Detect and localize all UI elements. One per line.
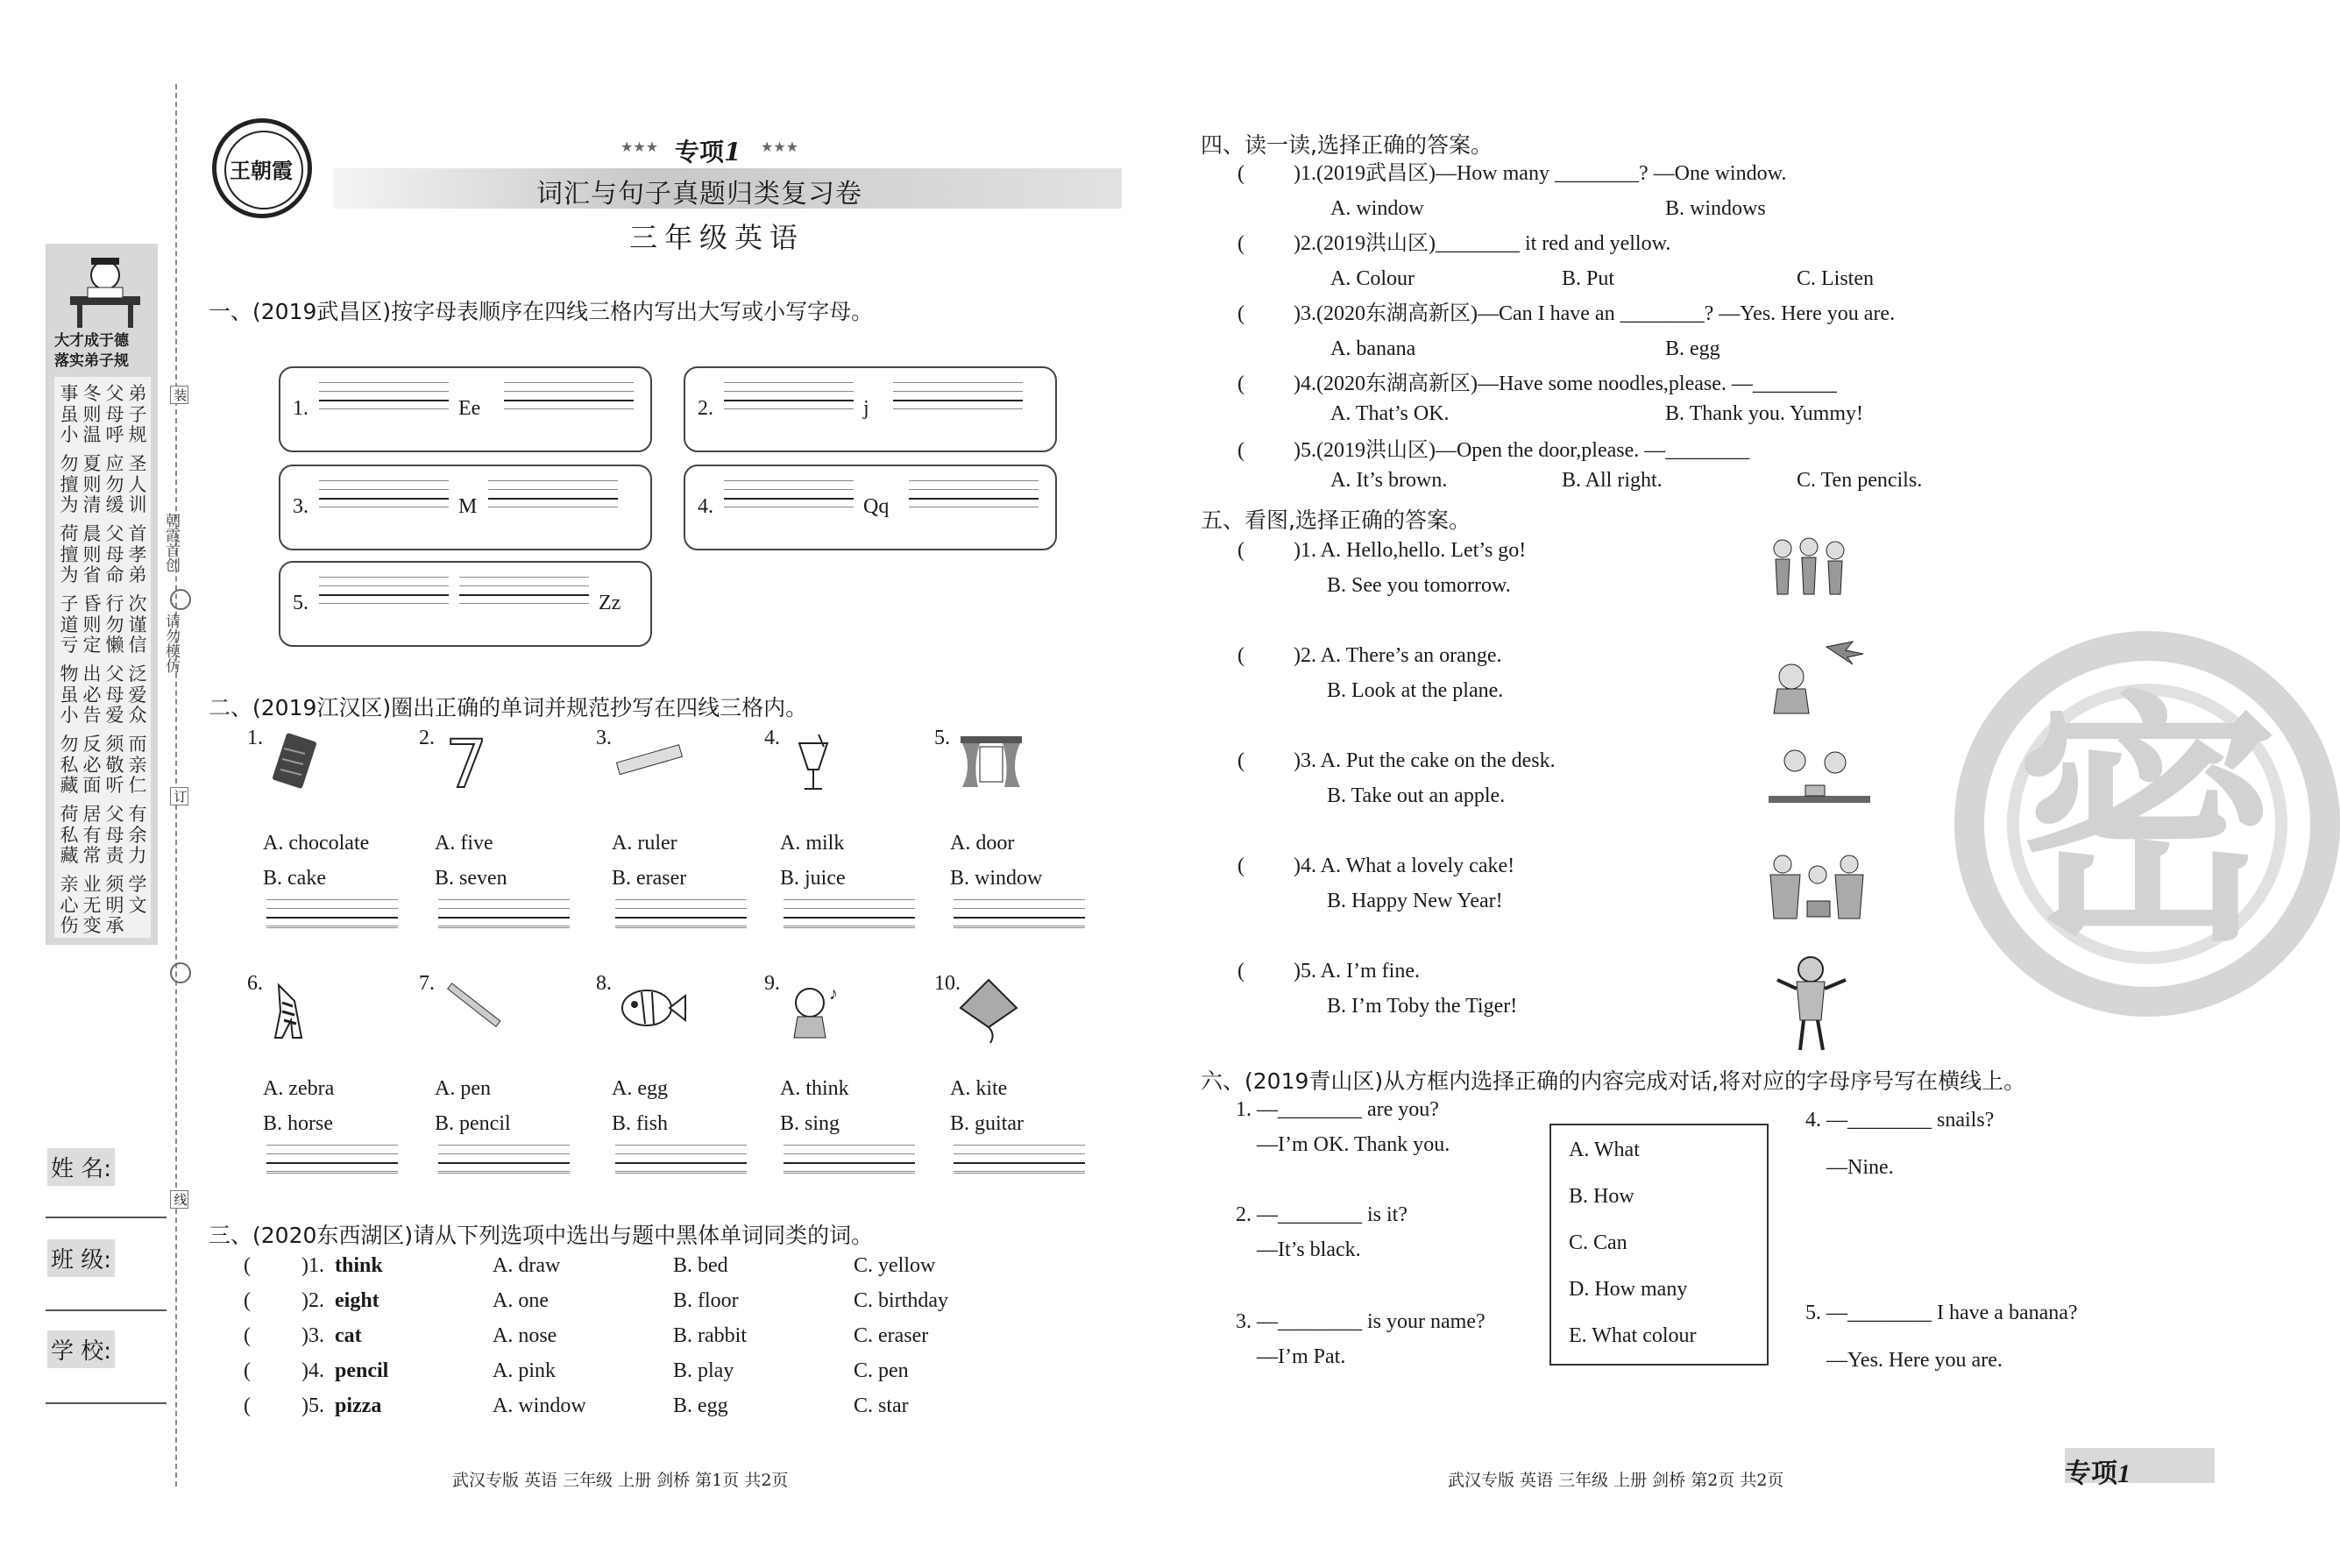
writing-line <box>319 382 449 383</box>
page-subtitle: 三年级英语 <box>629 221 805 254</box>
answer-paren[interactable]: ( <box>1237 539 1244 562</box>
name-label: 姓 名: <box>47 1148 115 1186</box>
letter-box-number: 1. <box>293 397 308 420</box>
option-a[interactable]: A. kite <box>950 1077 1008 1100</box>
writing-line <box>488 480 618 481</box>
dialog-answer: —Nine. <box>1826 1156 1894 1179</box>
chocolate-image <box>266 731 345 801</box>
writing-line <box>266 1173 398 1174</box>
option-a[interactable]: A. one <box>493 1289 549 1312</box>
writing-line <box>504 408 634 409</box>
writing-line <box>488 489 618 490</box>
question-text: )1.(2019武昌区)—How many ________? —One window. <box>1294 162 1787 185</box>
rules-column: 有余力 <box>128 804 147 866</box>
writing-line <box>784 908 915 909</box>
writing-line <box>909 498 1039 500</box>
dialog-question[interactable]: 3. —________ is your name? <box>1236 1310 1486 1333</box>
option-a[interactable]: A. door <box>950 832 1015 855</box>
writing-line <box>724 408 854 409</box>
stars-right: ★★★ <box>761 140 799 155</box>
smiley-icon <box>170 962 191 983</box>
option-a[interactable]: )1. A. Hello,hello. Let’s go! <box>1294 539 1527 562</box>
stamp-text-1: 朝霞首创 <box>163 513 180 572</box>
writing-line <box>615 899 747 900</box>
option-b[interactable]: B. eraser <box>612 867 687 890</box>
option-b[interactable]: B. Thank you. Yummy! <box>1665 402 1863 425</box>
writing-line <box>784 1173 915 1174</box>
letter-given: Qq <box>863 495 890 518</box>
dialog-question[interactable]: 2. —________ is it? <box>1236 1203 1408 1226</box>
rules-column: 晨则省 <box>82 523 102 585</box>
binding-tag-2: 订 <box>170 787 188 805</box>
option-b[interactable]: B. floor <box>673 1289 739 1312</box>
footer-right: 武汉专版 英语 三年级 上册 剑桥 第2页 共2页 <box>1448 1471 1784 1490</box>
option-choice: A. What <box>1569 1139 1640 1161</box>
answer-paren[interactable]: ( <box>1237 960 1244 983</box>
writing-line <box>909 489 1039 490</box>
writing-line <box>954 1162 1085 1164</box>
juice-image <box>784 731 862 801</box>
option-a[interactable]: A. five <box>435 832 493 855</box>
class-label: 班 级: <box>47 1239 115 1277</box>
rules-column: 父母责 <box>105 804 124 866</box>
option-b[interactable]: B. play <box>673 1359 734 1382</box>
answer-paren[interactable]: ( <box>1237 644 1244 667</box>
option-c[interactable]: C. star <box>854 1394 909 1417</box>
rules-column: 弟子规 <box>128 383 147 445</box>
option-a[interactable]: )2. A. There’s an orange. <box>1294 644 1502 667</box>
series-text: 专项 <box>675 138 725 167</box>
writing-line <box>266 917 398 919</box>
option-b[interactable]: B. Take out an apple. <box>1327 784 1506 807</box>
question-text: )2.(2019洪山区)________ it red and yellow. <box>1294 232 1671 255</box>
option-a[interactable]: A. banana <box>1330 337 1416 360</box>
writing-line <box>266 1153 398 1154</box>
fish-image <box>615 976 694 1047</box>
writing-line <box>954 1153 1085 1154</box>
option-a[interactable]: A. nose <box>493 1324 557 1347</box>
options-box <box>1549 1124 1769 1366</box>
sidebar-motto-1: 大才成于德 <box>54 332 129 350</box>
letter-box-number: 5. <box>293 592 308 614</box>
rules-column: 圣人训 <box>128 453 147 515</box>
option-a[interactable]: A. draw <box>493 1254 561 1277</box>
writing-line <box>459 585 589 586</box>
rules-column: 业无变 <box>82 874 102 936</box>
option-a[interactable]: )5. A. I’m fine. <box>1294 960 1420 983</box>
writing-line <box>909 480 1039 481</box>
option-b[interactable]: B. All right. <box>1562 469 1663 492</box>
section4-heading: 四、读一读,选择正确的答案。 <box>1201 132 1493 158</box>
dialog-answer: —Yes. Here you are. <box>1826 1349 2003 1372</box>
writing-line <box>266 1171 398 1172</box>
question-number: )4. <box>301 1359 324 1382</box>
answer-paren[interactable]: ( <box>1237 749 1244 772</box>
writing-line <box>615 917 747 919</box>
writing-line <box>615 1145 747 1146</box>
rules-column: 荷擅为 <box>60 523 79 585</box>
keyword: cat <box>335 1324 362 1347</box>
answer-paren[interactable]: ( <box>244 1289 251 1312</box>
sidebar-motto-2: 落实弟子规 <box>54 352 129 370</box>
writing-line <box>319 577 449 578</box>
letter-given: M <box>458 495 478 518</box>
keyword: pizza <box>335 1394 382 1417</box>
sing-image <box>784 976 862 1047</box>
writing-line <box>266 908 398 909</box>
rules-column: 物虽小 <box>60 663 79 726</box>
watermark-glyph: 密 <box>2016 670 2279 976</box>
rules-column: 夏则清 <box>82 453 102 515</box>
writing-line <box>438 1173 570 1174</box>
writing-line <box>319 400 449 401</box>
dialog-question[interactable]: 4. —________ snails? <box>1805 1109 1995 1132</box>
class-field[interactable] <box>46 1309 167 1311</box>
writing-line <box>319 498 449 500</box>
option-b[interactable]: B. sing <box>780 1112 840 1135</box>
writing-line <box>784 1162 915 1164</box>
writing-line <box>724 391 854 392</box>
binding-dashed-line <box>175 84 177 1486</box>
writing-line <box>784 1153 915 1154</box>
writing-line <box>504 400 634 401</box>
rules-column: 事虽小 <box>60 383 79 445</box>
writing-line <box>438 1171 570 1172</box>
writing-line <box>784 899 915 900</box>
rules-column: 勿擅为 <box>60 453 79 515</box>
writing-line <box>724 498 854 500</box>
keyword: think <box>335 1254 383 1277</box>
writing-line <box>459 577 589 578</box>
writing-line <box>615 1162 747 1164</box>
corner-text: 专项 <box>2065 1458 2117 1489</box>
letter-box-number: 2. <box>698 397 713 420</box>
letter-box-number: 3. <box>293 495 308 518</box>
writing-line <box>459 594 589 596</box>
writing-line <box>615 927 747 928</box>
writing-line <box>319 480 449 481</box>
rules-column: 次谨信 <box>128 593 147 656</box>
writing-line <box>266 1162 398 1164</box>
writing-line <box>724 382 854 383</box>
option-c[interactable]: C. Listen <box>1797 267 1874 290</box>
option-b[interactable]: B. bed <box>673 1254 728 1277</box>
item-number: 1. <box>247 727 263 749</box>
writing-line <box>615 1153 747 1154</box>
letter-given: Zz <box>599 592 621 614</box>
item-number: 6. <box>247 972 263 995</box>
item-number: 7. <box>419 972 435 995</box>
school-label: 学 校: <box>47 1330 115 1368</box>
answer-paren[interactable]: ( <box>244 1254 251 1277</box>
option-c[interactable]: C. Ten pencils. <box>1797 469 1923 492</box>
writing-line <box>784 1171 915 1172</box>
logo-text: 王朝霞 <box>230 158 293 183</box>
rules-column: 泛爱众 <box>128 663 147 726</box>
option-b[interactable]: B. juice <box>780 867 846 890</box>
question-number: )1. <box>301 1254 324 1277</box>
writing-line <box>724 489 854 490</box>
option-a[interactable]: A. window <box>493 1394 586 1417</box>
rules-column: 亲心伤 <box>60 874 79 936</box>
option-a[interactable]: A. Colour <box>1330 267 1415 290</box>
page-title: 词汇与句子真题归类复习卷 <box>536 179 862 209</box>
option-b[interactable]: B. cake <box>263 867 326 890</box>
letter-box <box>684 366 1057 452</box>
writing-line <box>438 927 570 928</box>
option-choice: E. What colour <box>1569 1324 1697 1347</box>
writing-line <box>615 1171 747 1172</box>
letter-given: Ee <box>458 397 481 420</box>
smiley-icon <box>170 589 191 610</box>
svg-text:♪: ♪ <box>829 984 838 1004</box>
corner-number: 1 <box>2117 1459 2131 1488</box>
option-a[interactable]: A. pen <box>435 1077 491 1100</box>
writing-line <box>438 917 570 919</box>
school-field[interactable] <box>46 1402 167 1404</box>
answer-paren[interactable]: ( <box>1237 372 1244 395</box>
rules-column: 行勿懒 <box>105 593 124 656</box>
writing-line <box>266 899 398 900</box>
rules-column: 勿私藏 <box>60 734 79 796</box>
writing-line <box>319 489 449 490</box>
rules-column: 反必面 <box>82 734 102 796</box>
option-b[interactable]: B. See you tomorrow. <box>1327 574 1511 597</box>
children-running-image <box>1765 533 1874 612</box>
writing-line <box>954 908 1085 909</box>
rules-column: 父母命 <box>105 523 124 585</box>
rules-column: 首孝弟 <box>128 523 147 585</box>
option-b[interactable]: B. Look at the plane. <box>1327 679 1504 702</box>
keyword: eight <box>335 1289 379 1312</box>
dialog-answer: —It’s black. <box>1257 1238 1361 1261</box>
rules-column: 父母呼 <box>105 383 124 445</box>
writing-line <box>438 899 570 900</box>
writing-line <box>954 899 1085 900</box>
plane-image <box>1765 638 1874 717</box>
desk-cake-image <box>1765 743 1874 822</box>
item-number: 2. <box>419 727 435 749</box>
option-choice: B. How <box>1569 1185 1634 1208</box>
party-image <box>1765 848 1874 927</box>
answer-paren[interactable]: ( <box>1237 855 1244 877</box>
answer-paren[interactable]: ( <box>1237 162 1244 185</box>
option-b[interactable]: B. pencil <box>435 1112 511 1135</box>
writing-line <box>724 400 854 401</box>
writing-line <box>893 400 1023 401</box>
item-number: 4. <box>764 727 780 749</box>
option-b[interactable]: B. egg <box>673 1394 728 1417</box>
writing-line <box>954 1173 1085 1174</box>
question-text: )5.(2019洪山区)—Open the door,please. —________ <box>1294 439 1750 462</box>
option-b[interactable]: B. window <box>950 867 1043 890</box>
option-a[interactable]: A. pink <box>493 1359 556 1382</box>
dialog-answer: —I’m OK. Thank you. <box>1257 1133 1450 1156</box>
rules-column: 应勿缓 <box>105 453 124 515</box>
rules-column: 父母爱 <box>105 663 124 726</box>
option-choice: D. How many <box>1569 1278 1688 1301</box>
rules-column: 昏则定 <box>82 593 102 656</box>
binding-tag-3: 线 <box>170 1190 188 1209</box>
writing-line <box>438 1145 570 1146</box>
option-b[interactable]: B. rabbit <box>673 1324 747 1347</box>
writing-line <box>615 1173 747 1174</box>
option-a[interactable]: A. It’s brown. <box>1330 469 1448 492</box>
series-number: 1 <box>724 138 741 167</box>
item-number: 5. <box>934 727 950 749</box>
answer-paren[interactable]: ( <box>244 1324 251 1347</box>
answer-paren[interactable]: ( <box>244 1394 251 1417</box>
option-b[interactable]: B. windows <box>1665 197 1766 220</box>
option-choice: C. Can <box>1569 1231 1627 1254</box>
writing-line <box>438 1162 570 1164</box>
option-a[interactable]: )4. A. What a lovely cake! <box>1294 855 1515 877</box>
corner-label <box>2065 1451 2131 1490</box>
writing-line <box>319 594 449 596</box>
seven-image <box>438 725 517 803</box>
writing-line <box>893 408 1023 409</box>
writing-line <box>784 917 915 919</box>
rules-column: 冬则温 <box>82 383 102 445</box>
sidebar-cartoon-image <box>61 252 149 331</box>
option-a[interactable]: A. egg <box>612 1077 668 1100</box>
writing-line <box>784 1145 915 1146</box>
letter-box <box>279 561 652 647</box>
writing-line <box>954 1145 1085 1146</box>
section1-heading: 一、(2019武昌区)按字母表顺序在四线三格内写出大写或小写字母。 <box>209 299 874 324</box>
writing-line <box>893 391 1023 392</box>
option-b[interactable]: B. Put <box>1562 267 1615 290</box>
option-a[interactable]: A. milk <box>780 832 845 855</box>
dialog-question[interactable]: 1. —________ are you? <box>1236 1098 1439 1121</box>
answer-paren[interactable]: ( <box>1237 232 1244 255</box>
writing-line <box>266 1145 398 1146</box>
option-c[interactable]: C. yellow <box>854 1254 936 1277</box>
question-number: )3. <box>301 1324 324 1347</box>
question-text: )4.(2020东湖高新区)—Have some noodles,please. —________ <box>1294 372 1837 395</box>
answer-paren[interactable]: ( <box>1237 302 1244 325</box>
writing-line <box>954 917 1085 919</box>
writing-line <box>438 1153 570 1154</box>
zebra-image <box>266 976 345 1047</box>
writing-line <box>319 391 449 392</box>
writing-line <box>266 927 398 928</box>
tiger-image <box>1765 954 1874 1059</box>
option-b[interactable]: B. fish <box>612 1112 669 1135</box>
window-image <box>954 731 1032 801</box>
rules-column: 荷私藏 <box>60 804 79 866</box>
option-b[interactable]: B. egg <box>1665 337 1720 360</box>
letter-given: j <box>863 397 869 420</box>
footer-left: 武汉专版 英语 三年级 上册 剑桥 第1页 共2页 <box>452 1471 789 1490</box>
writing-line <box>954 1171 1085 1172</box>
option-c[interactable]: C. pen <box>854 1359 909 1382</box>
dialog-answer: —I’m Pat. <box>1257 1345 1346 1368</box>
name-field[interactable] <box>46 1217 167 1218</box>
option-a[interactable]: )3. A. Put the cake on the desk. <box>1294 749 1556 772</box>
pencil-image <box>438 976 517 1047</box>
answer-paren[interactable]: ( <box>1237 439 1244 462</box>
option-b[interactable]: B. guitar <box>950 1112 1024 1135</box>
writing-line <box>504 382 634 383</box>
rules-column: 居有常 <box>82 804 102 866</box>
option-a[interactable]: A. ruler <box>612 832 677 855</box>
question-text: )3.(2020东湖高新区)—Can I have an ________? —Yes. Here you are. <box>1294 302 1896 325</box>
section3-heading: 三、(2020东西湖区)请从下列选项中选出与题中黑体单词同类的词。 <box>209 1223 874 1248</box>
writing-line <box>319 408 449 409</box>
rules-column: 学文 <box>128 874 147 916</box>
option-a[interactable]: A. zebra <box>263 1077 335 1100</box>
rules-column: 出必告 <box>82 663 102 726</box>
option-b[interactable]: B. seven <box>435 867 507 890</box>
stamp-text-2: 请勿模仿 <box>163 614 180 673</box>
kite-image <box>954 976 1032 1047</box>
answer-paren[interactable]: ( <box>244 1359 251 1382</box>
option-c[interactable]: C. birthday <box>854 1289 948 1312</box>
writing-line <box>893 382 1023 383</box>
writing-line <box>319 603 449 604</box>
section5-heading: 五、看图,选择正确的答案。 <box>1201 507 1471 533</box>
question-number: )2. <box>301 1289 324 1312</box>
series-label <box>675 133 741 168</box>
stars-left: ★★★ <box>620 140 659 155</box>
writing-line <box>438 908 570 909</box>
option-c[interactable]: C. eraser <box>854 1324 929 1347</box>
item-number: 3. <box>596 727 612 749</box>
ruler-image <box>615 731 694 801</box>
option-b[interactable]: B. Happy New Year! <box>1327 890 1503 912</box>
writing-line <box>459 603 589 604</box>
dialog-question[interactable]: 5. —________ I have a banana? <box>1805 1302 2078 1324</box>
item-number: 8. <box>596 972 612 995</box>
letter-box-number: 4. <box>698 495 713 518</box>
binding-tag-1: 装 <box>170 386 188 404</box>
question-number: )5. <box>301 1394 324 1417</box>
option-a[interactable]: A. window <box>1330 197 1424 220</box>
item-number: 10. <box>934 972 961 995</box>
option-a[interactable]: A. That’s OK. <box>1330 402 1450 425</box>
rules-column: 须明承 <box>105 874 124 936</box>
option-a[interactable]: A. chocolate <box>263 832 370 855</box>
writing-line <box>954 927 1085 928</box>
rules-column: 须敬听 <box>105 734 124 796</box>
section6-heading: 六、(2019青山区)从方框内选择正确的内容完成对话,将对应的字母序号写在横线上。 <box>1201 1068 2026 1094</box>
svg-text:7: 7 <box>445 725 488 803</box>
writing-line <box>784 927 915 928</box>
item-number: 9. <box>764 972 780 995</box>
rules-column: 子道亏 <box>60 593 79 656</box>
writing-line <box>615 908 747 909</box>
writing-line <box>319 585 449 586</box>
writing-line <box>504 391 634 392</box>
writing-line <box>488 498 618 500</box>
writing-line <box>724 480 854 481</box>
rules-column: 而亲仁 <box>128 734 147 796</box>
section2-heading: 二、(2019江汉区)圈出正确的单词并规范抄写在四线三格内。 <box>209 695 808 720</box>
option-b[interactable]: B. horse <box>263 1112 333 1135</box>
option-a[interactable]: A. think <box>780 1077 849 1100</box>
option-b[interactable]: B. I’m Toby the Tiger! <box>1327 995 1518 1018</box>
keyword: pencil <box>335 1359 389 1382</box>
